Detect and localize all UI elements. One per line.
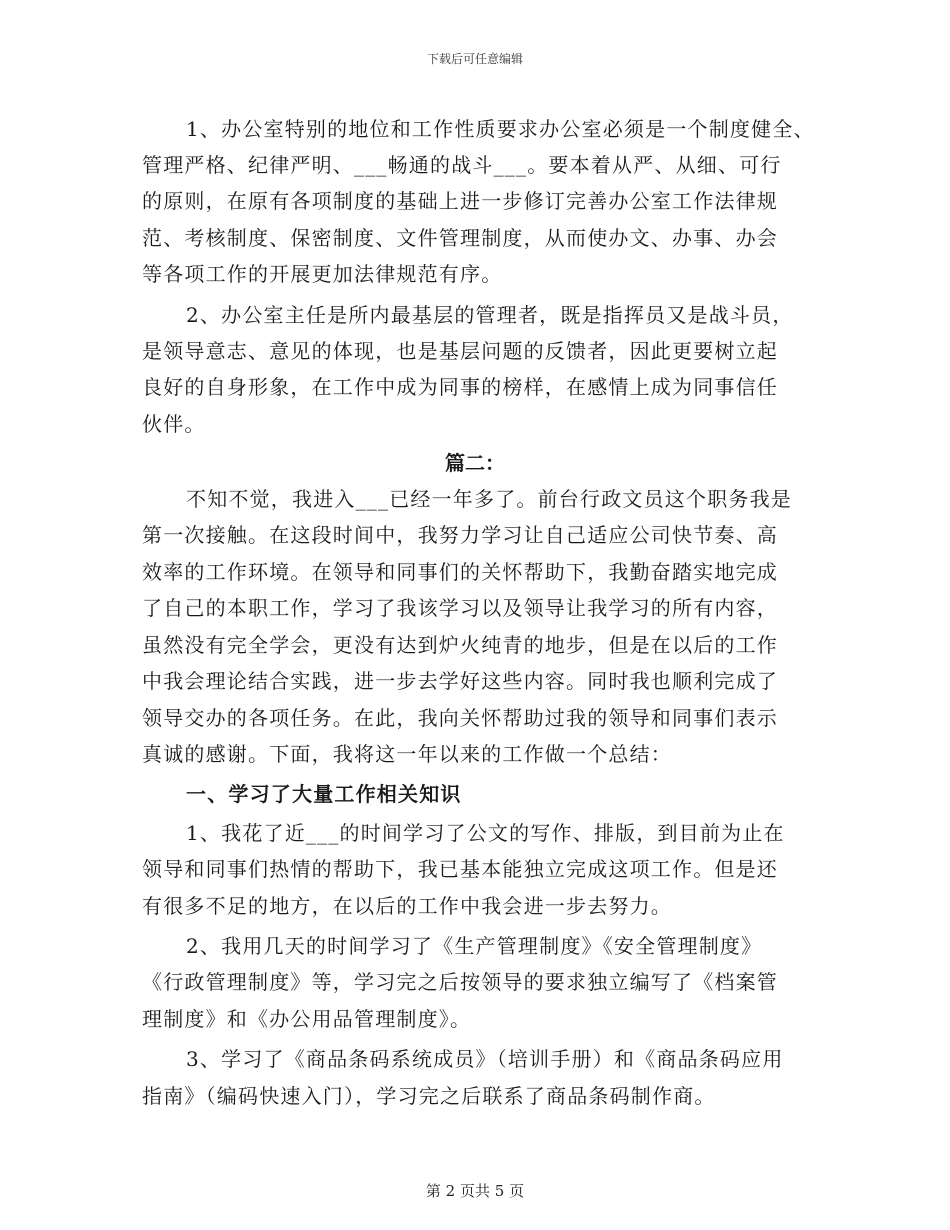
paragraph-line: 有很多不足的地方，在以后的工作中我会进一步去努力。 (142, 894, 672, 918)
subsection-heading: 一、学习了大量工作相关知识 (186, 782, 462, 806)
section-heading: 篇二： (445, 451, 505, 475)
paragraph-line: 管理严格、纪律严明、___畅通的战斗___。要本着从严、从细、可行 (142, 153, 782, 177)
paragraph-line: 不知不觉，我进入___已经一年多了。前台行政文员这个职务我是 (186, 487, 792, 511)
paragraph-line: 领导和同事们热情的帮助下，我已基本能独立完成这项工作。但是还 (142, 857, 778, 881)
paragraph-line: 指南》（编码快速入门），学习完之后联系了商品条码制作商。 (142, 1084, 716, 1108)
paragraph-line: 的原则，在原有各项制度的基础上进一步修订完善办公室工作法律规 (142, 189, 778, 213)
paragraph-line: 《行政管理制度》等，学习完之后按领导的要求独立编写了《档案管 (142, 970, 778, 994)
page-header: 下载后可任意编辑 (426, 52, 523, 66)
paragraph-line: 第一次接触。在这段时间中，我努力学习让自己适应公司快节奏、高 (142, 523, 778, 547)
paragraph-line: 是领导意志、意见的体现，也是基层问题的反馈者，因此更要树立起 (142, 339, 778, 363)
paragraph-line: 1、办公室特别的地位和工作性质要求办公室必须是一个制度健全、 (186, 117, 815, 141)
paragraph-line: 1、我花了近___的时间学习了公文的写作、排版，到目前为止在 (186, 821, 785, 845)
paragraph-line: 了自己的本职工作，学习了我该学习以及领导让我学习的所有内容， (142, 596, 778, 620)
paragraph-line: 3、学习了《商品条码系统成员》（培训手册）和《商品条码应用 (186, 1047, 784, 1071)
paragraph-line: 虽然没有完全学会，更没有达到炉火纯青的地步，但是在以后的工作 (142, 633, 778, 657)
paragraph-line: 伙伴。 (142, 412, 206, 436)
paragraph-line: 理制度》和《办公用品管理制度》。 (142, 1007, 472, 1031)
paragraph-line: 良好的自身形象，在工作中成为同事的榜样，在感情上成为同事信任 (142, 375, 778, 399)
paragraph-line: 等各项工作的开展更加法律规范有序。 (142, 262, 503, 286)
paragraph-line: 2、我用几天的时间学习了《生产管理制度》《安全管理制度》 (186, 934, 763, 958)
paragraph-line: 真诚的感谢。下面，我将这一年以来的工作做一个总结： (142, 742, 672, 766)
paragraph-line: 领导交办的各项任务。在此，我向关怀帮助过我的领导和同事们表示 (142, 706, 778, 730)
paragraph-line: 范、考核制度、保密制度、文件管理制度，从而使办文、办事、办会 (142, 226, 778, 250)
page-footer: 第 2 页共 5 页 (425, 1182, 525, 1200)
paragraph-line: 中我会理论结合实践，进一步去学好这些内容。同时我也顺利完成了 (142, 669, 778, 693)
paragraph-line: 效率的工作环境。在领导和同事们的关怀帮助下，我勤奋踏实地完成 (142, 560, 778, 584)
paragraph-line: 2、办公室主任是所内最基层的管理者，既是指挥员又是战斗员， (186, 303, 794, 327)
